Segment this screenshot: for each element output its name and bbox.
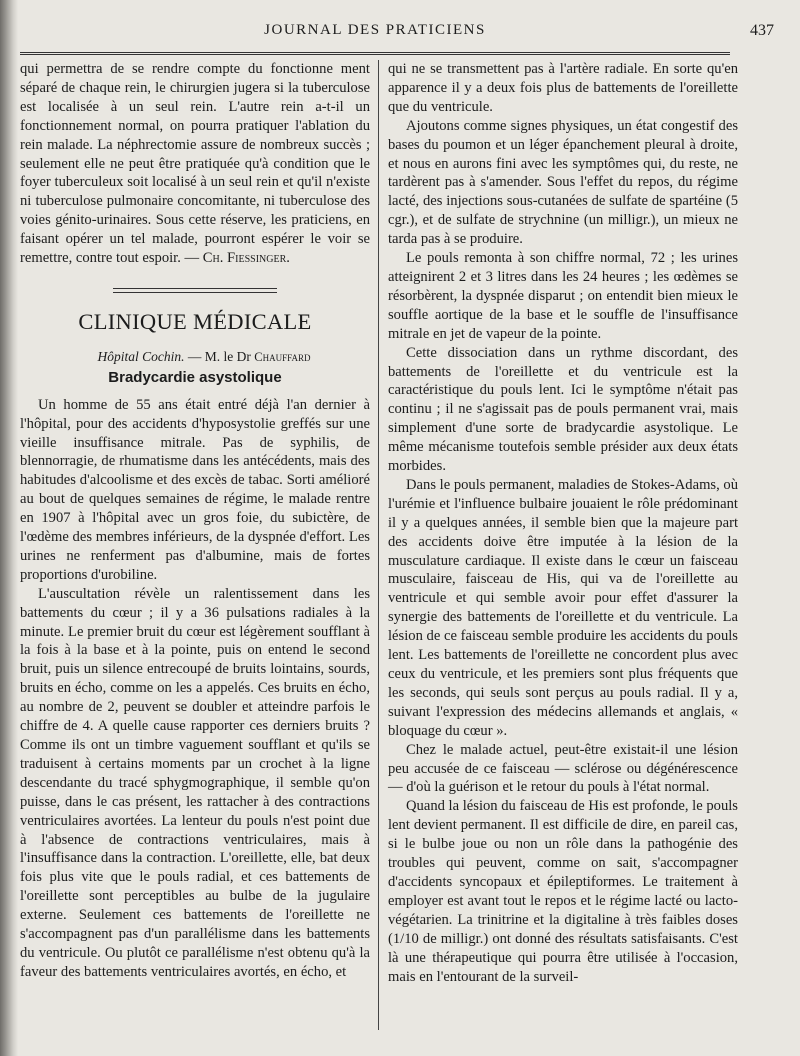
lecturer-prefix: — M. le Dr: [184, 348, 255, 364]
body-paragraph: L'auscultation révèle un ralentissement dans les battements du cœur ; il y a 36 pulsations radiales à la minute. Le premier bruit du cœur est légèrement soufflant à la fois à la base et à la pointe, puis on entend le second bruit, puis un silence entrecoupé de bruits lointains, sourds, bruits en écho, comme on les a appelés. Ces bruits en écho, au nombre de 2, peuvent se doubler et atteindre parfois le chiffre de 4. A quelle cause rapporter ces derniers bruits ? Comme ils ont un timbre vaguement soufflant et qu'ils se traduisent à certains moments par un crochet à la ligne descendante du tracé sphygmographique, il semble qu'on puisse, dans le cas présent, les rattacher à des contractions ventriculaires avortées. La lenteur du pouls n'est point due à l'absence de contractions ventriculaires, mais à l'insuffisance dans la contraction. L'oreillette, elle, bat deux fois plus vite que le pouls radial, et ces battements de l'oreillette sont perceptibles au bulbe de la jugulaire externe. Seulement ces battements de l'oreillette ne s'accompagnent pas d'un parallélisme dans les battements du ventricule. Ou plutôt ce parallélisme n'est obtenu qu'à la faveur des battements ventriculaires avortés, en écho, et: [20, 585, 370, 980]
intro-signature: Ch. Fiessinger.: [202, 250, 290, 267]
lecturer-name: Chauffard: [254, 349, 311, 364]
header-rule: [20, 52, 730, 55]
intro-paragraph: [20, 60, 370, 268]
body-paragraph: Cette dissociation dans un rythme discordant, des battements de l'oreillette et du ventricule est la caractéristique du pouls lent. Ici le symptôme n'était pas continu ; il ne s'agissait pas de pouls permanent vrai, mais simplement d'une sorte de bradycardie asystolique. Le même mécanisme toutefois semble présider aux deux états morbides.: [388, 344, 738, 475]
body-paragraph: qui ne se transmettent pas à l'artère radiale. En sorte qu'en apparence il y a deux fois plus de battements de l'oreillette que du ventricule.: [388, 61, 738, 115]
journal-title: JOURNAL DES PRATICIENS: [264, 22, 486, 38]
body-paragraph: Ajoutons comme signes physiques, un état congestif des bases du poumon et un léger épanchement pleural à droite, et nous en aurons fini avec les symptômes qui, du reste, ne tardèrent pas à s'amender. Sous l'effet du repos, du régime lacté, des injections sous-cutanées de sulfate de spartéine (5 cgr.), et de sulfate de strychnine (un milligr.), un mieux ne tarda pas à se produire.: [388, 117, 738, 248]
running-header: [20, 18, 774, 46]
body-paragraph: Chez le malade actuel, peut-être existait-il une lésion peu accusée de ce faisceau — sclérose ou dégénérescence — d'où la guérison et le retour du pouls à l'état normal.: [388, 741, 738, 796]
scan-edge-shadow: [0, 0, 18, 1056]
article-title: Bradycardie asystolique: [108, 368, 282, 386]
body-paragraph: Un homme de 55 ans était entré déjà l'an dernier à l'hôpital, pour des accidents d'hyposystolie greffés sur une vieille insuffisance mitrale. Pas de syphilis, de blennorragie, de rhumatisme dans les antécédents, mais des habitudes d'alcoolisme et des excès de tabac. Sorti amélioré au bout de quelques semaines de régime, le malade rentre en 1907 à l'hôpital avec un gros foie, du subictère, de l'œdème des membres inférieurs, de la dyspnée d'effort. Les urines ne renferment pas d'albumine, mais de fortes proportions d'urobiline.: [20, 396, 370, 583]
body-paragraph: Le pouls remonta à son chiffre normal, 72 ; les urines atteignirent 2 et 3 litres dans les 24 heures ; les œdèmes se résorbèrent, la dyspnée disparut ; on entendit bien mieux le souffle aortique de la base et le souffle de l'insuffisance mitrale en jet de vapeur de la pointe.: [388, 250, 738, 342]
right-column: [388, 60, 738, 986]
body-paragraph: Dans le pouls permanent, maladies de Stokes-Adams, où l'urémie et l'influence bulbaire jouaient le rôle prédominant il y a quelques années, il semble bien que la majeure part des accidents doive être imputée à la lésion de la musculature cardiaque. Il existe dans le cœur un faisceau musculaire, faisceau de His, qui va de l'oreillette au ventricule et qui semble avoir pour effet d'assurer la synergie des battements de l'oreillette et du ventricule. La lésion de ce faisceau semble produire les accidents du pouls lent. Les battements de l'oreillette ne concordent plus avec ceux du ventricule, et les premiers sont plus fréquents que les seconds, qui seuls sont perçus au pouls radial. Il y a, suivant l'expression des médecins allemands et anglais, « bloquage du cœur ».: [388, 476, 738, 739]
intro-text: qui permettra de se rendre compte du fonctionne ment séparé de chaque rein, le chirurgien jugera si la tuberculose est localisée à un seul rein. L'autre rein a-t-il un fonctionnement normal, on pourra pratiquer l'ablation du rein malade. La néphrectomie assure de nombreux succès ; seulement elle ne peut être pratiquée qu'à condition que le foyer tuberculeux soit localisé à un seul rein et qu'il n'existe ni tuberculose pulmonaire concomitante, ni tuberculose des voies génito-urinaires. Sous cette réserve, les praticiens, en faisant opérer un tel malade, pourront espérer le voir se remettre, contre tout espoir. —: [20, 61, 370, 267]
body-paragraph: Quand la lésion du faisceau de His est profonde, le pouls lent devient permanent. Il est difficile de dire, en pareil cas, si le bulbe joue ou non un rôle dans la pathogénie des troubles qui peuvent, comme on sait, s'accompagner d'accidents syncopaux et épileptiformes. Le traitement à employer est avant tout le repos et le régime lacté ou lacto-végétarien. La trinitrine et la digitaline à très faibles doses (1/10 de milligr.) ont donné des résultats satisfaisants. C'est là une thérapeutique qui pourra être utilisée à l'occasion, mais en l'entourant de la surveil-: [388, 798, 738, 985]
lecture-line: [20, 348, 370, 367]
section-title: CLINIQUE MÉDICALE: [78, 308, 312, 334]
column-divider: [378, 60, 379, 1030]
hospital-name: Hôpital Cochin.: [97, 348, 185, 364]
page-number: 437: [750, 22, 774, 39]
section-separator-rule: [113, 288, 277, 293]
left-column: [20, 60, 370, 982]
